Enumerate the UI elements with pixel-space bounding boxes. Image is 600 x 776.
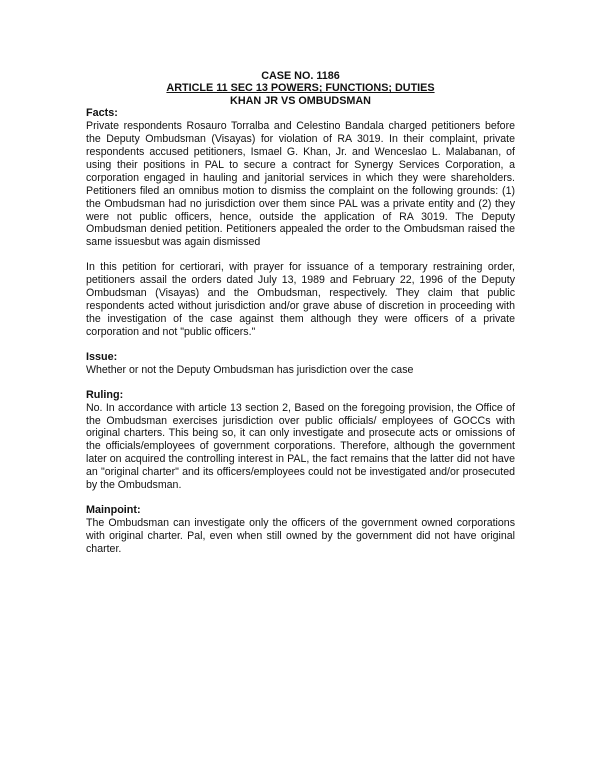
case-number: CASE NO. 1186 — [261, 70, 340, 82]
facts-paragraph-2: In this petition for certiorari, with prayer for issuance of a temporary restraining order, petitioners assail the orders dated July 13, 1989 and February 22, 1996 of the Deputy Ombudsman (Visayas) and the Ombudsman, respectively. They claim that public respondents acted without jurisdiction and/or grave abuse of discretion in proceeding with the investigation of the case against them although they were officers of a private corporation and not "public officers." — [86, 261, 515, 338]
document-body — [86, 70, 515, 556]
case-parties: KHAN JR VS OMBUDSMAN — [230, 94, 371, 107]
ruling-heading: Ruling: — [86, 388, 124, 401]
facts-paragraph-1: Private respondents Rosauro Torralba and Celestino Bandala charged petitioners before the Deputy Ombudsman (Visayas) for violation of RA 3019. In their complaint, private respondents accused petitioners, Ismael G. Khan, Jr. and Wenceslao L. Malabanan, of using their positions in PAL to secure a contract for Synergy Services Corporation, a corporation engaged in hauling and janitorial services in which they were shareholders. Petitioners filed an omnibus motion to dismiss the complaint on the following grounds: (1) the Ombudsman had no jurisdiction over them since PAL was a private entity and (2) they were not public officers, hence, outside the application of RA 3019. The Deputy Ombudsman denied petition. Petitioners appealed the order to the Ombudsman raised the same issuesbut was again dismissed — [86, 120, 515, 249]
ruling-text: No. In accordance with article 13 section 2, Based on the foregoing provision, the Office of the Ombudsman exercises jurisdiction over public officials/ employees of GOCCs with original charters. This being so, it can only investigate and prosecute acts or omissions of the officials/employees of government corporations. Therefore, although the government later on acquired the controlling interest in PAL, the fact remains that the latter did not have an "original charter" and its officers/employees could not be investigated and/or prosecuted by the Ombudsman. — [86, 401, 515, 492]
issue-heading: Issue: — [86, 350, 118, 363]
mainpoint-heading: Mainpoint: — [86, 503, 141, 516]
issue-text: Whether or not the Deputy Ombudsman has jurisdiction over the case — [86, 363, 414, 376]
mainpoint-text: The Ombudsman can investigate only the officers of the government owned corporations with original charter. Pal, even when still owned by the government did not have original charter. — [86, 516, 515, 555]
facts-heading: Facts: — [86, 107, 118, 120]
article-title: ARTICLE 11 SEC 13 POWERS; FUNCTIONS; DUTIES — [166, 82, 435, 95]
